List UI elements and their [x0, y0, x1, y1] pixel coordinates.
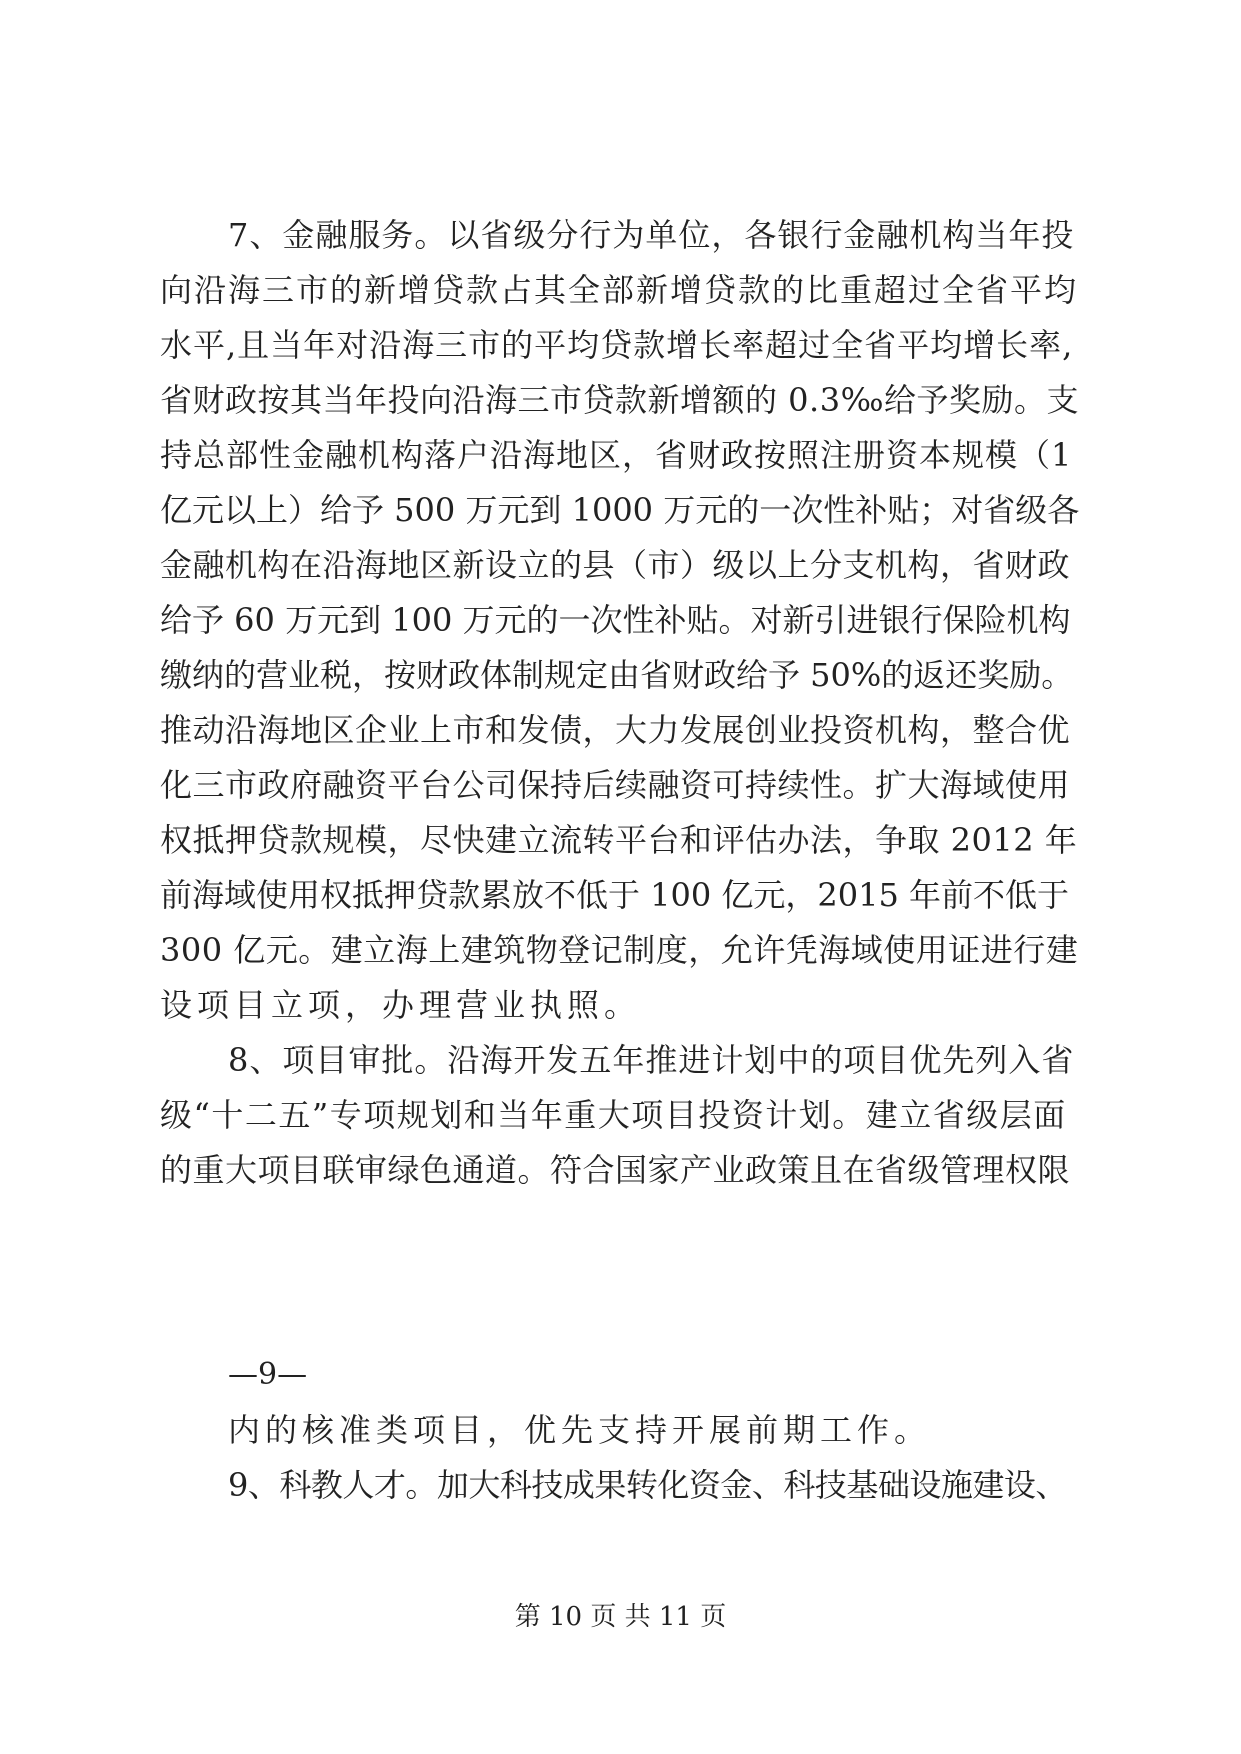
text-line: 亿元以上）给予 500 万元到 1000 万元的一次性补贴；对省级各: [160, 491, 1080, 529]
page-footer: 第 10 页 共 11 页: [514, 1602, 727, 1632]
text-line: 300 亿元。建立海上建筑物登记制度，允许凭海域使用证进行建: [160, 931, 1079, 969]
text-line: 设项目立项，办理营业执照。: [160, 986, 642, 1024]
text-line: 金融机构在沿海地区新设立的县（市）级以上分支机构，省财政: [160, 546, 1071, 584]
text-line: 的重大项目联审绿色通道。符合国家产业政策且在省级管理权限: [160, 1151, 1071, 1189]
paragraph-9-start: 9、科教人才。加大科技成果转化资金、科技基础设施建设、: [228, 1466, 1067, 1504]
text-line: 前海域使用权抵押贷款累放不低于 100 亿元，2015 年前不低于: [160, 876, 1070, 914]
text-line: 推动沿海地区企业上市和发债，大力发展创业投资机构，整合优: [160, 711, 1071, 749]
text-line: 8、项目审批。沿海开发五年推进计划中的项目优先列入省: [228, 1041, 1075, 1079]
text-line: 持总部性金融机构落户沿海地区，省财政按照注册资本规模（1: [160, 436, 1073, 474]
text-line: 7、金融服务。以省级分行为单位，各银行金融机构当年投: [228, 216, 1075, 254]
inner-page-number: —9—: [228, 1357, 308, 1392]
text-line: 水平,且当年对沿海三市的平均贷款增长率超过全省平均增长率,: [160, 326, 1074, 364]
text-line: 缴纳的营业税，按财政体制规定由省财政给予 50%的返还奖励。: [160, 656, 1074, 694]
text-line: 级“十二五”专项规划和当年重大项目投资计划。建立省级层面: [160, 1096, 1067, 1134]
text-line: 省财政按其当年投向沿海三市贷款新增额的 0.3‰给予奖励。支: [160, 381, 1080, 419]
text-line: 给予 60 万元到 100 万元的一次性补贴。对新引进银行保险机构: [160, 601, 1071, 639]
continuation-line: 内的核准类项目，优先支持开展前期工作。: [228, 1411, 932, 1449]
text-line: 向沿海三市的新增贷款占其全部新增贷款的比重超过全省平均: [160, 271, 1079, 309]
text-line: 权抵押贷款规模，尽快建立流转平台和评估办法，争取 2012 年: [160, 821, 1078, 859]
text-line: 化三市政府融资平台公司保持后续融资可持续性。扩大海域使用: [160, 766, 1071, 804]
